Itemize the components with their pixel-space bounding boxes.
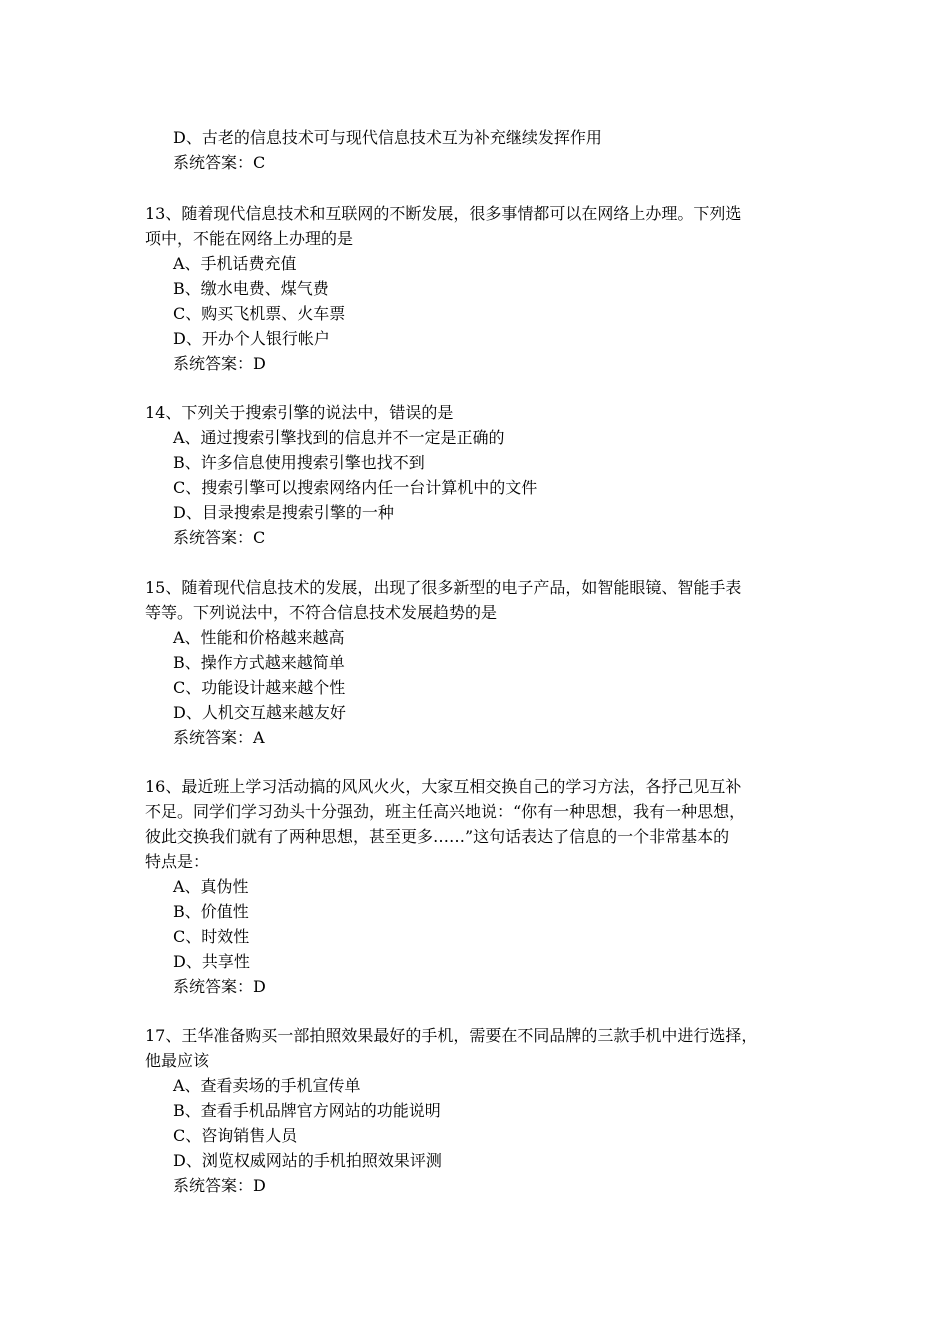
q14-option-c: C、搜索引擎可以搜索网络内任一台计算机中的文件 xyxy=(173,478,538,497)
q13-option-c: C、购买飞机票、火车票 xyxy=(173,304,346,323)
q16-stem-line-1: 16、最近班上学习活动搞的风风火火，大家互相交换自己的学习方法，各抒己见互补 xyxy=(145,777,742,796)
q13-option-b: B、缴水电费、煤气费 xyxy=(173,279,329,298)
q17-option-a: A、查看卖场的手机宣传单 xyxy=(173,1076,361,1095)
q17-option-b: B、查看手机品牌官方网站的功能说明 xyxy=(173,1101,441,1120)
q15-option-b: B、操作方式越来越简单 xyxy=(173,653,345,672)
q16-stem-line-3: 彼此交换我们就有了两种思想，甚至更多……”这句话表达了信息的一个非常基本的 xyxy=(145,827,730,846)
q14-option-b: B、许多信息使用搜索引擎也找不到 xyxy=(173,453,425,472)
q14-answer: 系统答案：C xyxy=(173,528,266,547)
q17-option-c: C、咨询销售人员 xyxy=(173,1126,298,1145)
q13-stem-line-1: 13、随着现代信息技术和互联网的不断发展，很多事情都可以在网络上办理。下列选 xyxy=(145,204,742,223)
q13-stem-line-2: 项中，不能在网络上办理的是 xyxy=(145,229,354,248)
q16-option-b: B、价值性 xyxy=(173,902,249,921)
q14-option-a: A、通过搜索引擎找到的信息并不一定是正确的 xyxy=(173,428,505,447)
q15-stem-line-2: 等等。下列说法中，不符合信息技术发展趋势的是 xyxy=(145,603,498,622)
q16-option-c: C、时效性 xyxy=(173,927,250,946)
q15-answer: 系统答案：A xyxy=(173,728,265,747)
q12-answer: 系统答案：C xyxy=(173,153,266,172)
q17-stem-line-1: 17、王华准备购买一部拍照效果最好的手机，需要在不同品牌的三款手机中进行选择， xyxy=(145,1026,758,1045)
q13-answer: 系统答案：D xyxy=(173,354,266,373)
q12-option-d: D、古老的信息技术可与现代信息技术互为补充继续发挥作用 xyxy=(173,128,602,147)
q15-option-d: D、人机交互越来越友好 xyxy=(173,703,346,722)
q17-stem-line-2: 他最应该 xyxy=(145,1051,210,1070)
q16-option-a: A、真伪性 xyxy=(173,877,249,896)
q13-option-d: D、开办个人银行帐户 xyxy=(173,329,330,348)
q14-stem-line-1: 14、下列关于搜索引擎的说法中，错误的是 xyxy=(145,403,454,422)
q15-option-a: A、性能和价格越来越高 xyxy=(173,628,345,647)
q17-option-d: D、浏览权威网站的手机拍照效果评测 xyxy=(173,1151,442,1170)
q16-stem-line-2: 不足。同学们学习劲头十分强劲，班主任高兴地说：“你有一种思想，我有一种思想， xyxy=(145,802,746,821)
q15-option-c: C、功能设计越来越个性 xyxy=(173,678,346,697)
q15-stem-line-1: 15、随着现代信息技术的发展，出现了很多新型的电子产品，如智能眼镜、智能手表 xyxy=(145,578,742,597)
q17-answer: 系统答案：D xyxy=(173,1176,266,1195)
q16-answer: 系统答案：D xyxy=(173,977,266,996)
q13-option-a: A、手机话费充值 xyxy=(173,254,297,273)
q14-option-d: D、目录搜索是搜索引擎的一种 xyxy=(173,503,394,522)
q16-option-d: D、共享性 xyxy=(173,952,250,971)
q16-stem-line-4: 特点是： xyxy=(145,852,210,871)
